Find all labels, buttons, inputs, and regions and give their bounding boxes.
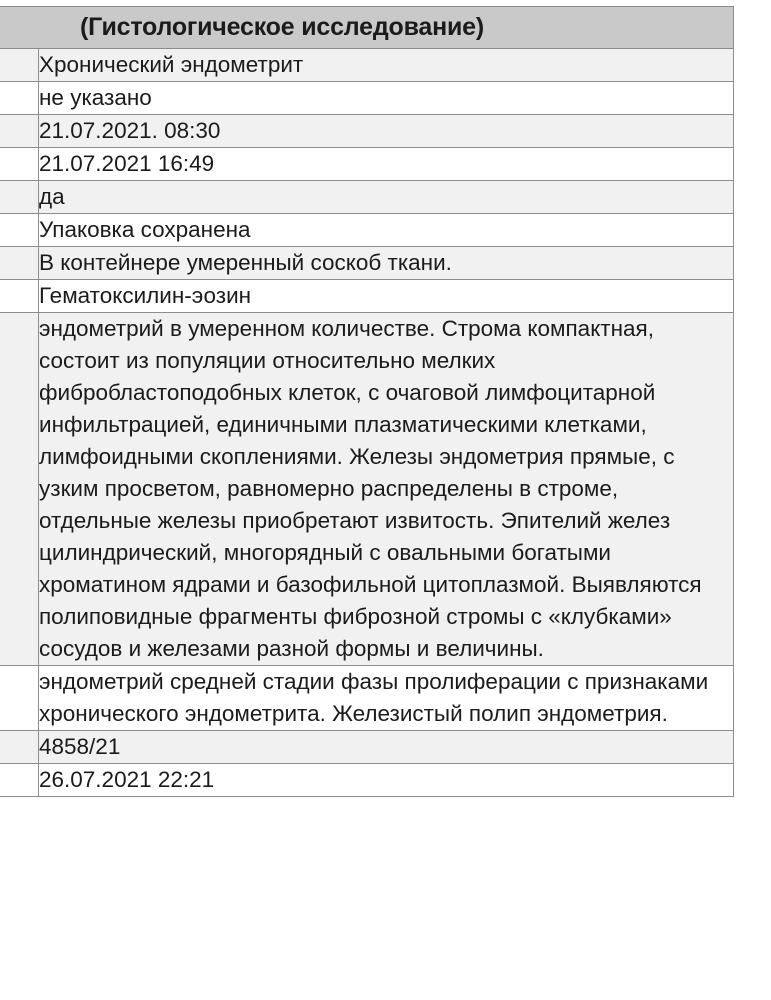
- row-value-cell: [39, 666, 734, 731]
- row-label-cell: [0, 214, 39, 247]
- row-value-cell: [39, 49, 734, 82]
- row-label-cell: [0, 49, 39, 82]
- row-value-cell: [39, 731, 734, 764]
- table-row: [0, 731, 734, 764]
- row-value-cell: [39, 764, 734, 797]
- row-value-cell: [39, 115, 734, 148]
- row-label-cell: [0, 115, 39, 148]
- row-label-cell: [0, 280, 39, 313]
- row-label-cell: [0, 731, 39, 764]
- table-row: [0, 214, 734, 247]
- row-value-text: Гематоксилин-эозин: [39, 283, 252, 308]
- table-row: [0, 181, 734, 214]
- row-value-cell: [39, 247, 734, 280]
- row-value-cell: [39, 214, 734, 247]
- table-row: [0, 280, 734, 313]
- row-value-cell: [39, 148, 734, 181]
- report-table-body: [0, 49, 734, 797]
- row-value-cell: [39, 313, 734, 666]
- row-label-cell: [0, 82, 39, 115]
- row-value-text: 4858/21: [39, 734, 121, 759]
- table-row: [0, 148, 734, 181]
- row-value-text: 21.07.2021 16:49: [39, 151, 215, 176]
- table-row: [0, 82, 734, 115]
- report-title-row: [0, 7, 734, 49]
- table-row: [0, 49, 734, 82]
- row-label-cell: [0, 247, 39, 280]
- row-label-cell: [0, 148, 39, 181]
- row-value-text: эндометрий средней стадии фазы пролиферации с признаками хронического эндометрита. Железистый полип эндометрия.: [39, 669, 709, 726]
- report-title: (Гистологическое исследование): [0, 7, 734, 49]
- report-table-head: [0, 7, 734, 49]
- row-label-cell: [0, 764, 39, 797]
- row-value-text: да: [39, 184, 65, 209]
- row-value-text: Упаковка сохранена: [39, 217, 251, 242]
- row-value-cell: [39, 280, 734, 313]
- row-value-text: Хронический эндометрит: [39, 52, 304, 77]
- row-value-cell: [39, 181, 734, 214]
- row-value-cell: [39, 82, 734, 115]
- table-row: [0, 666, 734, 731]
- table-row: [0, 764, 734, 797]
- row-value-text: эндометрий в умеренном количестве. Строма компактная, состоит из популяции относительно мелких фибробластоподобных клеток, с очаговой лимфоцитарной инфильтрацией, единичными плазматическими клетками, лимфоидными скоплениями. Железы эндометрия прямые, с узким просветом, равномерно распределены в строме, отдельные железы приобретают извитость. Эпителий желез цилиндрический, многорядный с овальными богатыми хроматином ядрами и базофильной цитоплазмой. Выявляются полиповидные фрагменты фиброзной стромы с «клубками» сосудов и железами разной формы и величины.: [39, 316, 702, 661]
- row-label-cell: [0, 181, 39, 214]
- row-value-text: В контейнере умеренный соскоб ткани.: [39, 250, 452, 275]
- row-value-text: 21.07.2021. 08:30: [39, 118, 221, 143]
- row-label-cell: [0, 666, 39, 731]
- table-row: [0, 115, 734, 148]
- histology-report-table: [0, 6, 734, 797]
- table-row: [0, 247, 734, 280]
- table-row: [0, 313, 734, 666]
- row-value-text: 26.07.2021 22:21: [39, 767, 215, 792]
- row-label-cell: [0, 313, 39, 666]
- row-value-text: не указано: [39, 85, 152, 110]
